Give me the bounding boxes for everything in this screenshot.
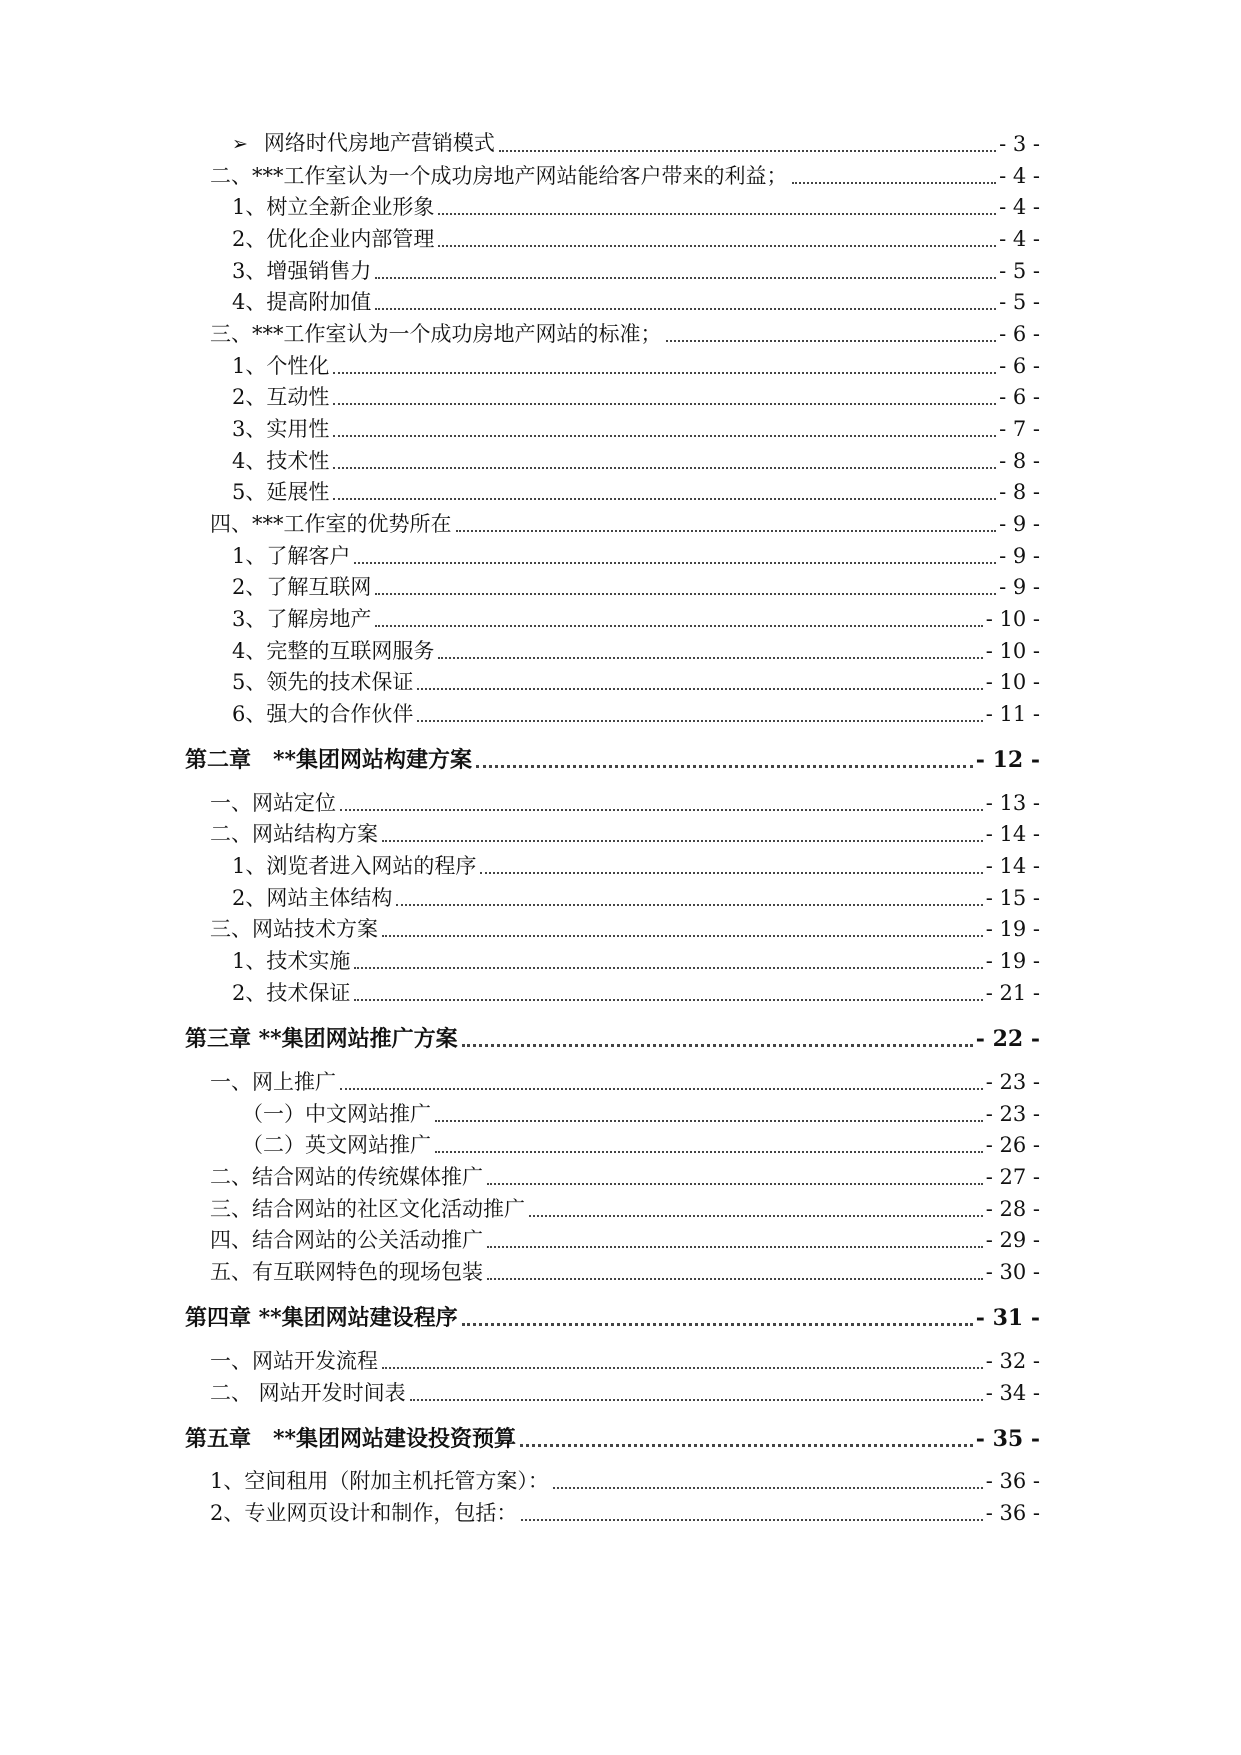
toc-entry[interactable]: [210, 1225, 1040, 1255]
dot-leader: [438, 212, 996, 215]
toc-entry[interactable]: [232, 351, 1040, 381]
toc-page-number: - 14 -: [985, 854, 1040, 878]
toc-entry-title: [210, 914, 382, 944]
toc-page-number: - 6 -: [999, 385, 1040, 409]
toc-entry-text: 一、网上推广: [210, 1070, 336, 1094]
toc-entry-title: [232, 287, 375, 317]
toc-entry-title: [210, 1257, 487, 1287]
toc-entry-title: [232, 572, 375, 602]
toc-entry-text: 一、网站定位: [210, 791, 336, 815]
toc-entry-text: 二、网站结构方案: [210, 822, 378, 846]
toc-entry-title: [232, 699, 417, 729]
dot-leader: [435, 1150, 983, 1153]
dot-leader: [354, 966, 982, 969]
toc-page-number: - 10 -: [985, 607, 1040, 631]
toc-entry-text: 第四章 **集团网站建设程序: [185, 1305, 458, 1331]
toc-chapter-entry[interactable]: [185, 745, 1040, 775]
toc-entry-text: 二、结合网站的传统媒体推广: [210, 1165, 483, 1189]
toc-page-number: - 11 -: [985, 702, 1040, 726]
toc-page-number: - 4 -: [999, 164, 1040, 188]
toc-entry-title: [210, 819, 382, 849]
dot-leader: [520, 1443, 973, 1447]
dot-leader: [396, 903, 982, 906]
toc-page-number: - 19 -: [985, 949, 1040, 973]
toc-entry[interactable]: [210, 1194, 1040, 1224]
toc-entry-text: （二）英文网站推广: [242, 1133, 431, 1157]
toc-page-number: - 13 -: [985, 791, 1040, 815]
dot-leader: [417, 687, 982, 690]
dot-leader: [333, 371, 996, 374]
toc-entry-title: [185, 1303, 462, 1333]
toc-entry-text: 3、增强销售力: [232, 259, 372, 283]
toc-page-number: - 26 -: [985, 1133, 1040, 1157]
toc-entry-text: 4、技术性: [232, 449, 330, 473]
toc-entry[interactable]: [232, 978, 1040, 1008]
dot-leader: [354, 561, 996, 564]
toc-entry-title: [210, 1225, 487, 1255]
toc-entry[interactable]: [232, 541, 1040, 571]
toc-entry-title: [232, 851, 480, 881]
toc-entry-text: 三、网站技术方案: [210, 917, 378, 941]
toc-page-number: - 3 -: [999, 132, 1040, 156]
toc-entry[interactable]: [210, 1257, 1040, 1287]
toc-page-number: - 7 -: [999, 417, 1040, 441]
toc-entry-title: [210, 1466, 553, 1496]
toc-entry[interactable]: [210, 1067, 1040, 1097]
toc-entry-title: [232, 636, 438, 666]
toc-entry[interactable]: [232, 446, 1040, 476]
dot-leader: [375, 307, 996, 310]
dot-leader: [375, 624, 982, 627]
toc-page-number: - 8 -: [999, 480, 1040, 504]
toc-page-number: - 28 -: [985, 1197, 1040, 1221]
toc-entry-text: 二、***工作室认为一个成功房地产网站能给客户带来的利益；: [210, 164, 788, 188]
toc-entry-text: 1、了解客户: [232, 544, 351, 568]
toc-entry-text: 1、技术实施: [232, 949, 351, 973]
toc-entry-text: 4、提高附加值: [232, 290, 372, 314]
toc-entry[interactable]: [210, 1466, 1040, 1496]
dot-leader: [382, 839, 983, 842]
toc-page-number: - 6 -: [999, 354, 1040, 378]
toc-page-number: - 27 -: [985, 1165, 1040, 1189]
toc-entry-text: 1、个性化: [232, 354, 330, 378]
toc-entry-title: [232, 128, 499, 159]
dot-leader: [476, 764, 973, 768]
dot-leader: [382, 1366, 983, 1369]
toc-entry-text: 一、网站开发流程: [210, 1349, 378, 1373]
toc-entry-text: 第五章 **集团网站建设投资预算: [185, 1426, 517, 1452]
toc-page-number: - 9 -: [999, 544, 1040, 568]
toc-entry-text: 三、***工作室认为一个成功房地产网站的标准；: [210, 322, 662, 346]
toc-entry-title: [232, 604, 375, 634]
toc-entry[interactable]: [232, 636, 1040, 666]
toc-page-number: - 19 -: [985, 917, 1040, 941]
toc-entry-title: [232, 477, 333, 507]
dot-leader: [410, 1398, 983, 1401]
toc-entry-text: 1、浏览者进入网站的程序: [232, 854, 477, 878]
toc-entry-text: 6、强大的合作伙伴: [232, 702, 414, 726]
dot-leader: [499, 149, 996, 152]
toc-entry-text: （一）中文网站推广: [242, 1102, 431, 1126]
toc-entry[interactable]: [210, 509, 1040, 539]
toc-entry[interactable]: [232, 382, 1040, 412]
dot-leader: [375, 276, 996, 279]
toc-entry-title: [210, 1346, 382, 1376]
toc-entry[interactable]: [210, 1498, 1040, 1528]
toc-entry[interactable]: [232, 256, 1040, 286]
toc-entry[interactable]: [232, 572, 1040, 602]
dot-leader: [438, 656, 982, 659]
toc-entry-title: [210, 1162, 487, 1192]
toc-entry-title: [232, 192, 438, 222]
toc-entry[interactable]: [210, 1346, 1040, 1376]
toc-entry-title: [232, 667, 417, 697]
toc-page-number: - 23 -: [985, 1102, 1040, 1126]
toc-entry[interactable]: [210, 319, 1040, 349]
toc-entry[interactable]: [232, 604, 1040, 634]
toc-page-number: - 29 -: [985, 1228, 1040, 1252]
toc-entry[interactable]: [232, 883, 1040, 913]
toc-page-number: - 30 -: [985, 1260, 1040, 1284]
toc-entry-text: 第三章 **集团网站推广方案: [185, 1026, 458, 1052]
toc-page-number: - 10 -: [985, 670, 1040, 694]
toc-entry[interactable]: [232, 477, 1040, 507]
toc-entry-title: [232, 256, 375, 286]
toc-entry-text: 第二章 **集团网站构建方案: [185, 747, 473, 773]
toc-entry-text: 二、 网站开发时间表: [210, 1381, 406, 1405]
toc-entry-title: [232, 446, 333, 476]
toc-page-number: - 21 -: [985, 981, 1040, 1005]
toc-entry-text: 3、了解房地产: [232, 607, 372, 631]
dot-leader: [462, 1322, 973, 1326]
toc-entry-text: 5、领先的技术保证: [232, 670, 414, 694]
dot-leader: [487, 1277, 983, 1280]
toc-entry-title: [232, 883, 396, 913]
toc-entry[interactable]: [210, 914, 1040, 944]
toc-entry-title: [185, 1424, 520, 1454]
toc-entry-text: 2、专业网页设计和制作，包括：: [210, 1501, 518, 1525]
toc-entry[interactable]: [232, 192, 1040, 222]
toc-page-number: - 9 -: [999, 512, 1040, 536]
toc-entry-title: [232, 351, 333, 381]
toc-page-number: - 22 -: [975, 1026, 1040, 1052]
toc-entry-title: [242, 1130, 435, 1160]
toc-page-number: - 12 -: [975, 747, 1040, 773]
toc-page-number: - 34 -: [985, 1381, 1040, 1405]
toc-entry[interactable]: [210, 1378, 1040, 1408]
toc-entry-title: [232, 382, 333, 412]
toc-chapter-entry[interactable]: [185, 1303, 1040, 1333]
dot-leader: [340, 808, 983, 811]
toc-entry-text: 3、实用性: [232, 417, 330, 441]
toc-entry-title: [210, 1498, 521, 1528]
toc-page-number: - 10 -: [985, 639, 1040, 663]
dot-leader: [382, 934, 983, 937]
toc-entry[interactable]: [232, 414, 1040, 444]
toc-entry-text: 2、优化企业内部管理: [232, 227, 435, 251]
dot-leader: [480, 871, 982, 874]
toc-entry-text: 1、树立全新企业形象: [232, 195, 435, 219]
toc-page-number: - 4 -: [999, 227, 1040, 251]
dot-leader: [666, 339, 997, 342]
toc-page-number: - 4 -: [999, 195, 1040, 219]
toc-entry-text: 1、空间租用（附加主机托管方案）：: [210, 1469, 549, 1493]
toc-entry-title: [210, 1194, 529, 1224]
toc-entry[interactable]: [232, 129, 1040, 159]
toc-entry-title: [210, 1378, 410, 1408]
dot-leader: [487, 1182, 983, 1185]
toc-entry-text: 网络时代房地产营销模式: [263, 131, 495, 155]
toc-entry-text: 2、网站主体结构: [232, 886, 393, 910]
toc-entry-text: 四、结合网站的公关活动推广: [210, 1228, 483, 1252]
toc-entry[interactable]: [242, 1099, 1040, 1129]
toc-page-number: - 5 -: [999, 259, 1040, 283]
dot-leader: [521, 1518, 982, 1521]
toc-entry-title: [232, 946, 354, 976]
toc-page-number: - 35 -: [975, 1426, 1040, 1452]
toc-entry-title: [210, 1067, 340, 1097]
dot-leader: [456, 529, 997, 532]
toc-entry[interactable]: [232, 851, 1040, 881]
dot-leader: [333, 466, 996, 469]
dot-leader: [435, 1119, 983, 1122]
dot-leader: [553, 1486, 983, 1489]
toc-entry[interactable]: [242, 1130, 1040, 1160]
toc-page-number: - 14 -: [985, 822, 1040, 846]
dot-leader: [417, 719, 982, 722]
dot-leader: [487, 1245, 983, 1248]
toc-entry-text: 4、完整的互联网服务: [232, 639, 435, 663]
toc-page-number: - 6 -: [999, 322, 1040, 346]
dot-leader: [333, 497, 996, 500]
toc-page-number: - 36 -: [985, 1501, 1040, 1525]
toc-entry[interactable]: [210, 788, 1040, 818]
toc-entry-title: [232, 224, 438, 254]
toc-entry-text: 2、技术保证: [232, 981, 351, 1005]
toc-chapter-entry[interactable]: [185, 1024, 1040, 1054]
dot-leader: [333, 402, 996, 405]
toc-entry[interactable]: [210, 161, 1040, 191]
dot-leader: [462, 1043, 973, 1047]
toc-entry-title: [232, 541, 354, 571]
arrow-bullet-icon: ➢: [232, 133, 248, 155]
dot-leader: [375, 592, 996, 595]
toc-page-number: - 5 -: [999, 290, 1040, 314]
toc-page-number: - 32 -: [985, 1349, 1040, 1373]
toc-entry-text: 2、互动性: [232, 385, 330, 409]
toc-entry-text: 三、结合网站的社区文化活动推广: [210, 1197, 525, 1221]
toc-entry[interactable]: [232, 667, 1040, 697]
toc-page-number: - 8 -: [999, 449, 1040, 473]
dot-leader: [529, 1214, 983, 1217]
dot-leader: [340, 1087, 983, 1090]
toc-chapter-entry[interactable]: [185, 1424, 1040, 1454]
dot-leader: [333, 434, 996, 437]
toc-entry[interactable]: [210, 819, 1040, 849]
toc-entry-text: 2、了解互联网: [232, 575, 372, 599]
toc-page-number: - 36 -: [985, 1469, 1040, 1493]
toc-entry-title: [210, 509, 456, 539]
toc-entry[interactable]: [232, 946, 1040, 976]
toc-page-number: - 15 -: [985, 886, 1040, 910]
toc-entry-text: 五、有互联网特色的现场包装: [210, 1260, 483, 1284]
toc-entry-title: [242, 1099, 435, 1129]
toc-entry-title: [232, 414, 333, 444]
toc-entry[interactable]: [232, 287, 1040, 317]
toc-page-number: - 9 -: [999, 575, 1040, 599]
toc-entry-title: [210, 161, 792, 191]
toc-entry[interactable]: [210, 1162, 1040, 1192]
dot-leader: [354, 998, 982, 1001]
toc-entry[interactable]: [232, 224, 1040, 254]
toc-entry[interactable]: [232, 699, 1040, 729]
toc-page-number: - 23 -: [985, 1070, 1040, 1094]
toc-entry-title: [210, 319, 666, 349]
toc-page-number: - 31 -: [975, 1305, 1040, 1331]
toc-entry-text: 四、***工作室的优势所在: [210, 512, 452, 536]
toc-entry-text: 5、延展性: [232, 480, 330, 504]
toc-entry-title: [185, 1024, 462, 1054]
toc-entry-title: [232, 978, 354, 1008]
dot-leader: [438, 244, 996, 247]
toc-entry-title: [185, 745, 476, 775]
dot-leader: [792, 181, 997, 184]
toc-entry-title: [210, 788, 340, 818]
